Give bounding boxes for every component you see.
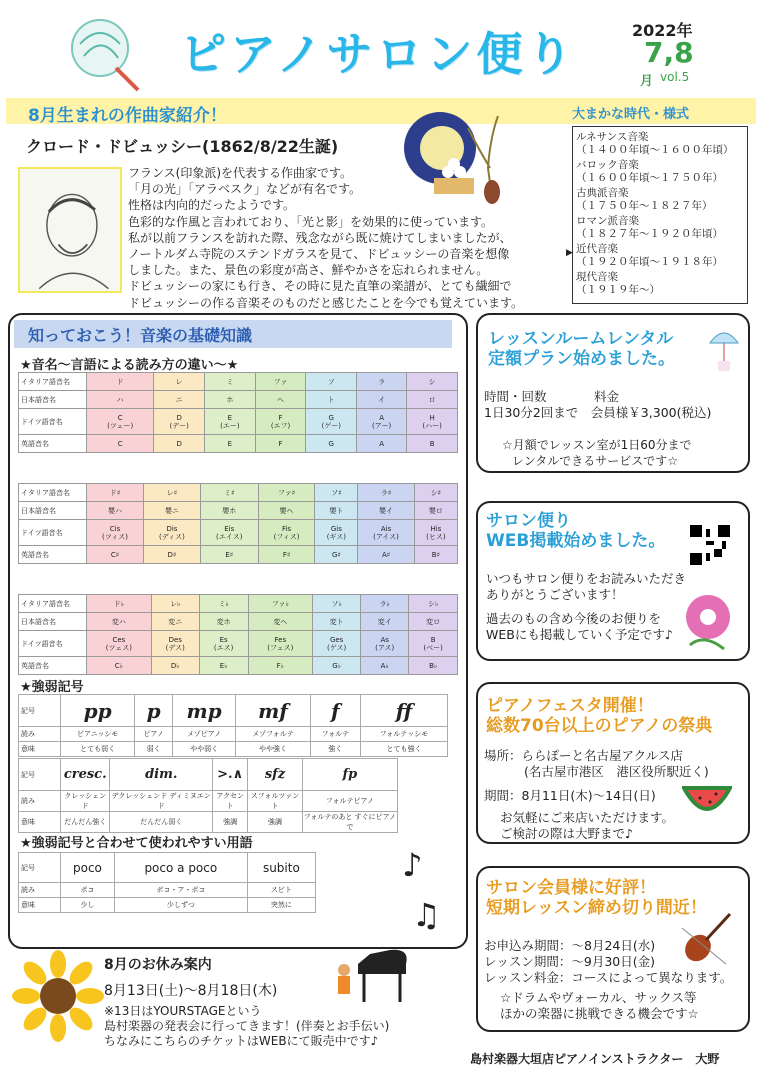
dynamics-cell: メゾピアノ [172, 727, 235, 742]
note-cell: Fes (フェス) [248, 631, 313, 657]
web-text-2: 過去のもの含め今後のお便りを WEBにも掲載していく予定です♪ [486, 611, 673, 642]
note-cell: レ♭ [151, 595, 199, 613]
fan-illustration [66, 14, 146, 94]
note-cell: B♯ [414, 546, 457, 564]
note-row [19, 484, 458, 502]
wind-chime-icon [704, 323, 744, 373]
dynamics-cell: フォルテッシモ [360, 727, 447, 742]
era-item [576, 187, 744, 212]
note-cell: A [357, 435, 407, 453]
dynamics-row [19, 791, 398, 812]
note-cell: 嬰ハ [87, 502, 144, 520]
note-cell: ラ [357, 373, 407, 391]
note-cell: E♭ [199, 657, 248, 675]
era-span: （１９２０年頃～１９１８年） [576, 255, 723, 268]
note-row [19, 657, 458, 675]
note-cell: 嬰ト [315, 502, 358, 520]
dynamics-cell: クレッシェンド [61, 791, 110, 812]
note-cell: ヘ [255, 391, 306, 409]
note-cell: ド♭ [87, 595, 152, 613]
era-name: 現代音楽 [576, 271, 618, 283]
note-cell: イ [357, 391, 407, 409]
eighth-note-icon: ♪ [402, 846, 423, 884]
note-row-label: ドイツ語音名 [19, 631, 87, 657]
note-cell: E♯ [200, 546, 258, 564]
era-name: 古典派音楽 [576, 187, 629, 199]
dynamics-cell: だんだん強く [61, 812, 110, 833]
holiday-heading: 8月のお休み案内 [104, 957, 212, 973]
dynamics-cell: ピアニッシモ [61, 727, 135, 742]
note-cell: G♭ [313, 657, 361, 675]
short-lesson-heading: サロン会員様に好評！ 短期レッスン締め切り間近！ [486, 878, 707, 918]
piano-festa-box [476, 682, 750, 844]
note-cell: 嬰ヘ [258, 502, 315, 520]
era-span: （１８２７年～１９２０年頃） [576, 227, 723, 240]
composer-portrait-image [18, 167, 122, 293]
dynamics-symbol: sfz [248, 759, 302, 791]
terms-table [18, 852, 316, 913]
bio-line: 私が以前フランスを訪れた際、残念ながら既に焼けてしまいましたが、 [128, 230, 512, 245]
bio-line: ノートルダム寺院のステンドガラスを見て、ドビュッシーの音楽を想像 [128, 247, 510, 262]
dynamics-symbol: mf [236, 695, 310, 727]
era-item [576, 243, 744, 268]
short-lesson-box [476, 866, 750, 1032]
note-cell: E (エー) [205, 409, 256, 435]
dynamics-row-label: 記号 [19, 695, 61, 727]
dynamics-cell: やや強く [236, 742, 310, 757]
note-cell: G (ゲー) [306, 409, 357, 435]
note-name-table-natural [18, 372, 458, 453]
note-cell: 変イ [361, 613, 409, 631]
issue-volume: vol.5 [660, 70, 690, 84]
note-cell: ホ [205, 391, 256, 409]
note-cell: A♭ [361, 657, 409, 675]
note-row [19, 409, 458, 435]
rental-label-time: 時間・回数 [484, 389, 547, 404]
note-cell: シ [407, 373, 458, 391]
issue-month: 7,8 [644, 36, 694, 69]
rental-label-price: 料金 [594, 389, 620, 404]
dynamics-row [19, 898, 316, 913]
note-cell: 変ト [313, 613, 361, 631]
morning-glory-icon [674, 589, 740, 655]
short-lesson-details: お申込み期間：～8月24日(水) レッスン期間：～9月30日(金) レッスン料金：コースによって異なります。 [484, 938, 733, 985]
short-lesson-note: ☆ドラムやヴォーカル、サックス等 ほかの楽器に挑戦できる機会です☆ [500, 990, 699, 1021]
note-cell: E [205, 435, 256, 453]
dynamics-cell: 少しずつ [114, 898, 247, 913]
dynamics-symbol: fp [302, 759, 397, 791]
festa-note: お気軽にご来店いただけます。 ご検討の際は大野まで♪ [500, 810, 675, 841]
dynamics-row-label: 読み [19, 727, 61, 742]
note-cell: B [407, 435, 458, 453]
note-row [19, 373, 458, 391]
note-row-label: ドイツ語音名 [19, 520, 87, 546]
note-cell: As (アス) [361, 631, 409, 657]
dynamics-row-label: 読み [19, 791, 61, 812]
dynamics-cell: フォルテピアノ [302, 791, 397, 812]
note-row-label: イタリア語音名 [19, 484, 87, 502]
note-cell: F [255, 435, 306, 453]
era-name: 近代音楽 [576, 243, 618, 255]
note-row-label: 英語音名 [19, 435, 87, 453]
note-cell: ハ [87, 391, 154, 409]
note-cell: 嬰ニ [144, 502, 201, 520]
dynamics-symbol: mp [172, 695, 235, 727]
dynamics-cell: ポコ [61, 883, 115, 898]
note-cell: D♯ [144, 546, 201, 564]
note-cell: レ [154, 373, 205, 391]
current-era-arrow-icon: ▶ [566, 248, 573, 258]
note-cell: ソ♯ [315, 484, 358, 502]
note-cell: ド [87, 373, 154, 391]
web-text-1: いつもサロン便りをお読みいただき ありがとうございます！ [486, 571, 687, 602]
note-cell: ファ [255, 373, 306, 391]
note-cell: F♯ [258, 546, 315, 564]
note-row-label: 英語音名 [19, 546, 87, 564]
note-name-table-flat [18, 594, 458, 675]
dynamics-row [19, 883, 316, 898]
era-span: （１６００年頃～１７５０年） [576, 171, 723, 184]
note-cell: ラ♯ [358, 484, 414, 502]
note-row-label: 日本語音名 [19, 613, 87, 631]
beamed-notes-icon: ♫ [412, 896, 441, 934]
note-cell: B♭ [409, 657, 458, 675]
note-cell: シ♯ [414, 484, 457, 502]
festa-heading: ピアノフェスタ開催！ 総数70台以上のピアノの祭典 [486, 696, 713, 736]
note-cell: Es (エス) [199, 631, 248, 657]
note-row-label: イタリア語音名 [19, 373, 87, 391]
note-name-table-sharp [18, 483, 458, 564]
note-cell: H (ハー) [407, 409, 458, 435]
dynamics-cell: やや弱く [172, 742, 235, 757]
dynamics-cell: メゾフォルテ [236, 727, 310, 742]
dynamics-row [19, 742, 448, 757]
dynamics-symbol: pp [61, 695, 135, 727]
festa-period: 期間：8月11日(木)～14日(日) [484, 788, 656, 803]
era-item [576, 215, 744, 240]
note-row [19, 435, 458, 453]
note-row [19, 595, 458, 613]
dynamics-heading: ★強弱記号 [20, 680, 84, 695]
note-row [19, 502, 458, 520]
bio-line: 「月の光」「アラベスク」などが有名です。 [128, 182, 362, 197]
dynamics-row [19, 695, 448, 727]
note-cell: G [306, 435, 357, 453]
note-cell: ミ♭ [199, 595, 248, 613]
dynamics-cell: スフォルツァント [248, 791, 302, 812]
note-row [19, 520, 458, 546]
newsletter-title: ピアノサロン便り [180, 27, 577, 81]
bio-line: 色彩的な作風と言われており、「光と影」を効果的に使っています。 [128, 214, 494, 229]
composer-heading: 8月生まれの作曲家紹介！ [28, 106, 227, 126]
dynamics-row-label: 意味 [19, 742, 61, 757]
dynamics-cell: とても弱く [61, 742, 135, 757]
dynamics-row [19, 727, 448, 742]
bio-line: フランス(印象派)を代表する作曲家です。 [128, 166, 353, 180]
era-list [572, 126, 748, 304]
note-cell: Eis (エイス) [200, 520, 258, 546]
note-cell: D (デー) [154, 409, 205, 435]
note-cell: ニ [154, 391, 205, 409]
note-cell: ソ [306, 373, 357, 391]
note-cell: C♯ [87, 546, 144, 564]
note-cell: His (ヒス) [414, 520, 457, 546]
note-cell: C [87, 435, 154, 453]
note-cell: 変ハ [87, 613, 152, 631]
web-publish-box [476, 501, 750, 661]
note-row-label: イタリア語音名 [19, 595, 87, 613]
note-cell: シ♭ [409, 595, 458, 613]
dynamics-symbol: f [310, 695, 360, 727]
sunflower-icon [12, 950, 104, 1042]
note-cell: 嬰イ [358, 502, 414, 520]
note-cell: F♭ [248, 657, 313, 675]
note-cell: ト [306, 391, 357, 409]
note-cell: 変ロ [409, 613, 458, 631]
dynamics-symbol: dim. [110, 759, 213, 791]
rental-plan-row: 1日30分2回まで 会員様￥3,300(税込) [484, 405, 712, 420]
dynamics-row [19, 812, 398, 833]
dynamics-row-label: 意味 [19, 812, 61, 833]
note-cell: 嬰ロ [414, 502, 457, 520]
dynamics-cell: スビト [247, 883, 315, 898]
note-cell: Ces (ツェス) [87, 631, 152, 657]
era-span: （１４００年頃～１６００年頃） [576, 143, 734, 156]
dynamics-cell: フォルテのあと すぐにピアノで [303, 813, 396, 831]
dynamics-table-1 [18, 694, 448, 757]
era-item [576, 131, 744, 156]
composer-name: クロード・ドビュッシー(1862/8/22生誕) [26, 137, 339, 156]
dynamics-cell: 弱く [135, 742, 173, 757]
watermelon-icon [682, 780, 732, 820]
note-row-label: 英語音名 [19, 657, 87, 675]
note-row-label: 日本語音名 [19, 502, 87, 520]
note-row [19, 546, 458, 564]
rental-plan-box [476, 313, 750, 473]
dynamics-row [19, 759, 398, 791]
note-cell: ファ♭ [248, 595, 313, 613]
note-cell: ミ♯ [200, 484, 258, 502]
dynamics-cell: ポコ・ア・ポコ [114, 883, 247, 898]
dynamics-symbol: p [135, 695, 173, 727]
note-cell: Dis (ディス) [144, 520, 201, 546]
note-cell: ミ [205, 373, 256, 391]
note-cell: D♭ [151, 657, 199, 675]
moon-viewing-illustration [398, 108, 518, 208]
dynamics-symbol: >.∧ [213, 759, 248, 791]
note-cell: F (エフ) [255, 409, 306, 435]
dynamics-cell: だんだん弱く [110, 812, 213, 833]
note-row [19, 613, 458, 631]
dynamics-symbol: poco [61, 853, 115, 883]
note-cell: Fis (フィス) [258, 520, 315, 546]
bio-line: ドビュッシーの作る音楽そのものだと感じたことを今でも覚えています。 [128, 295, 524, 310]
holiday-dates: 8月13日(土)～8月18日(木) [104, 983, 278, 999]
note-cell: 変ヘ [248, 613, 313, 631]
grand-piano-icon [330, 944, 410, 1008]
note-cell: ロ [407, 391, 458, 409]
holiday-note: ※13日はYOURSTAGEという 島村楽器の発表会に行ってきます！(伴奏とお手伝い) ちなみにこちらのチケットはWEBにて販売中です♪ [104, 1004, 390, 1048]
dynamics-cell: とても強く [360, 742, 447, 757]
era-name: ロマン派音楽 [576, 215, 639, 227]
note-row-label: ドイツ語音名 [19, 409, 87, 435]
note-cell: D [154, 435, 205, 453]
dynamics-row-label: 意味 [19, 898, 61, 913]
dynamics-cell: ピアノ [135, 727, 173, 742]
note-row-label: 日本語音名 [19, 391, 87, 409]
issue-year: 2022年 [632, 21, 693, 40]
era-span: （１９１９年～） [576, 283, 660, 296]
dynamics-symbol: cresc. [61, 759, 110, 791]
note-cell: G♯ [315, 546, 358, 564]
note-cell: B (ベー) [409, 631, 458, 657]
era-item [576, 159, 744, 184]
dynamics-table-2 [18, 758, 398, 833]
era-span: （１７５０年～１８２７年） [576, 199, 713, 212]
note-cell: ド♯ [87, 484, 144, 502]
web-heading: サロン便り WEB掲載始めました。 [486, 511, 666, 551]
note-cell: Gis (ギス) [315, 520, 358, 546]
dynamics-cell: 突然に [247, 898, 315, 913]
era-name: バロック音楽 [576, 159, 639, 171]
note-cell: A (アー) [357, 409, 407, 435]
note-cell: C (ツェー) [87, 409, 154, 435]
footer-signature: 島村楽器大垣店ピアノインストラクター 大野 [470, 1052, 720, 1066]
era-heading: 大まかな時代・様式 [572, 107, 690, 122]
issue-month-char: 月 [640, 74, 654, 89]
note-cell: 変ニ [151, 613, 199, 631]
note-row [19, 391, 458, 409]
festa-place: 場所：ららぽーと名古屋アクルス店 (名古屋市港区 港区役所駅近く) [484, 748, 709, 779]
qr-code-icon [690, 525, 730, 565]
dynamics-cell: デクレッシェンド ディミヌエンド [111, 792, 211, 810]
note-cell: レ♯ [144, 484, 201, 502]
note-row [19, 631, 458, 657]
bio-line: しました。また、景色の彩度が高さ、鮮やかさを忘れられません。 [128, 263, 489, 278]
note-cell: C♭ [87, 657, 152, 675]
note-cell: ラ♭ [361, 595, 409, 613]
dynamics-symbol: poco a poco [114, 853, 247, 883]
rental-note: ☆月額でレッスン室が1日60分まで レンタルできるサービスです☆ [502, 438, 692, 468]
note-cell: ファ♯ [258, 484, 315, 502]
rental-heading: レッスンルームレンタル 定額プラン始めました。 [488, 329, 675, 369]
note-cell: Ais (アイス) [358, 520, 414, 546]
note-cell: ソ♭ [313, 595, 361, 613]
dynamics-row-label: 記号 [19, 759, 61, 791]
dynamics-cell: フォルテ [310, 727, 360, 742]
basics-heading: 知っておこう！音楽の基礎知識 [28, 326, 253, 345]
note-cell: A♯ [358, 546, 414, 564]
era-name: ルネサンス音楽 [576, 131, 649, 143]
note-names-heading: ★音名～言語による読み方の違い～★ [20, 358, 239, 373]
note-cell: 変ホ [199, 613, 248, 631]
dynamics-row [19, 853, 316, 883]
dynamics-cell: 強く [310, 742, 360, 757]
bio-line: 性格は内向的だったようです。 [128, 198, 296, 213]
dynamics-symbol: ff [360, 695, 447, 727]
note-cell: Des (デス) [151, 631, 199, 657]
era-item [576, 271, 744, 296]
note-cell: 嬰ホ [200, 502, 258, 520]
note-cell: Cis (ツィス) [87, 520, 144, 546]
dynamics-row-label: 記号 [19, 853, 61, 883]
dynamics-cell: 強調 [248, 812, 302, 833]
dynamics-cell: アクセント [213, 791, 248, 812]
bio-line: ドビュッシーの家にも行き、その時に見た直筆の楽譜が、とても繊細で [128, 279, 512, 294]
dynamics-cell: 少し [61, 898, 115, 913]
dynamics-symbol: subito [247, 853, 315, 883]
note-cell: Ges (ゲス) [313, 631, 361, 657]
dynamics-cell: 強調 [213, 812, 248, 833]
dynamics-row-label: 読み [19, 883, 61, 898]
terms-heading: ★強弱記号と合わせて使われやすい用語 [20, 836, 253, 851]
